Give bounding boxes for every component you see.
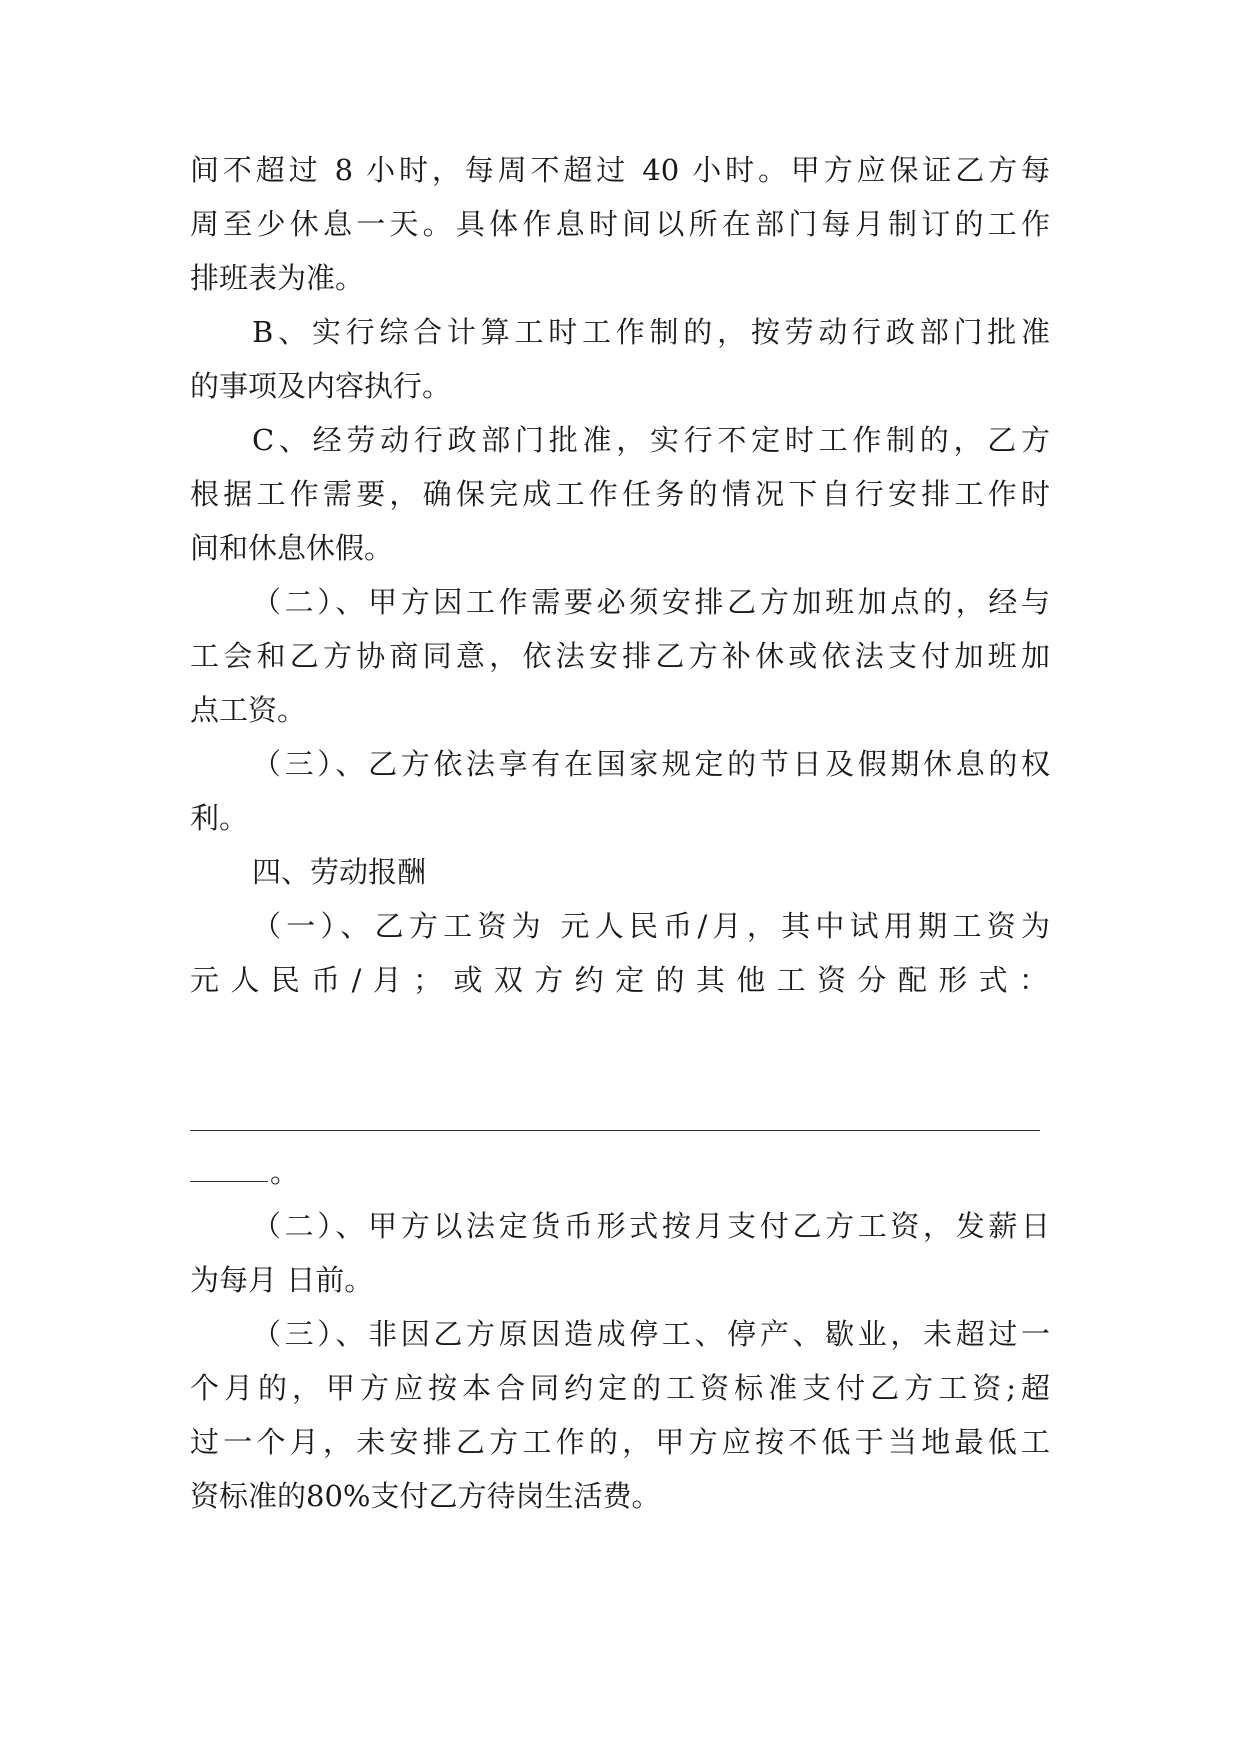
text-line (190, 1152, 1050, 1192)
text-line: 根据工作需要，确保完成工作任务的情况下自行安排工作时 (190, 477, 1050, 511)
text-line-end: 。 (270, 1155, 300, 1189)
text-line: B、实行综合计算工时工作制的，按劳动行政部门批准 (252, 315, 1050, 349)
fill-in-blank-short (190, 1153, 268, 1182)
text-line: 过一个月，未安排乙方工作的，甲方应按不低于当地最低工 (190, 1425, 1050, 1459)
text-line: 点工资。 (190, 693, 307, 727)
text-line: （三）、非因乙方原因造成停工、停产、歇业，未超过一 (252, 1317, 1050, 1351)
text-line: 排班表为准。 (190, 261, 365, 295)
text-line: C、经劳动行政部门批准，实行不定时工作制的，乙方 (252, 423, 1050, 457)
text-line: 间不超过 8 小时，每周不超过 40 小时。甲方应保证乙方每 (190, 153, 1050, 187)
text-line: （二）、甲方因工作需要必须安排乙方加班加点的，经与 (252, 585, 1050, 619)
text-line: 周至少休息一天。具体作息时间以所在部门每月制订的工作 (190, 207, 1050, 241)
text-line: （三）、乙方依法享有在国家规定的节日及假期休息的权 (252, 747, 1050, 781)
section-heading: 四、劳动报酬 (252, 855, 427, 889)
text-line: 利。 (190, 801, 249, 835)
text-line: 的事项及内容执行。 (190, 369, 452, 403)
text-line: 元人民币/月；或双方约定的其他工资分配形式： (190, 963, 1050, 997)
fill-in-blank-line (190, 1130, 1040, 1131)
text-line: 个月的，甲方应按本合同约定的工资标准支付乙方工资;超 (190, 1371, 1050, 1405)
text-line: （一）、乙方工资为 元人民币/月，其中试用期工资为 (252, 909, 1050, 943)
text-line: 资标准的80%支付乙方待岗生活费。 (190, 1479, 661, 1513)
text-line: 工会和乙方协商同意，依法安排乙方补休或依法支付加班加 (190, 639, 1050, 673)
text-line: 为每月 日前。 (190, 1263, 374, 1297)
text-line: （二）、甲方以法定货币形式按月支付乙方工资，发薪日 (252, 1209, 1050, 1243)
text-line: 间和休息休假。 (190, 531, 394, 565)
